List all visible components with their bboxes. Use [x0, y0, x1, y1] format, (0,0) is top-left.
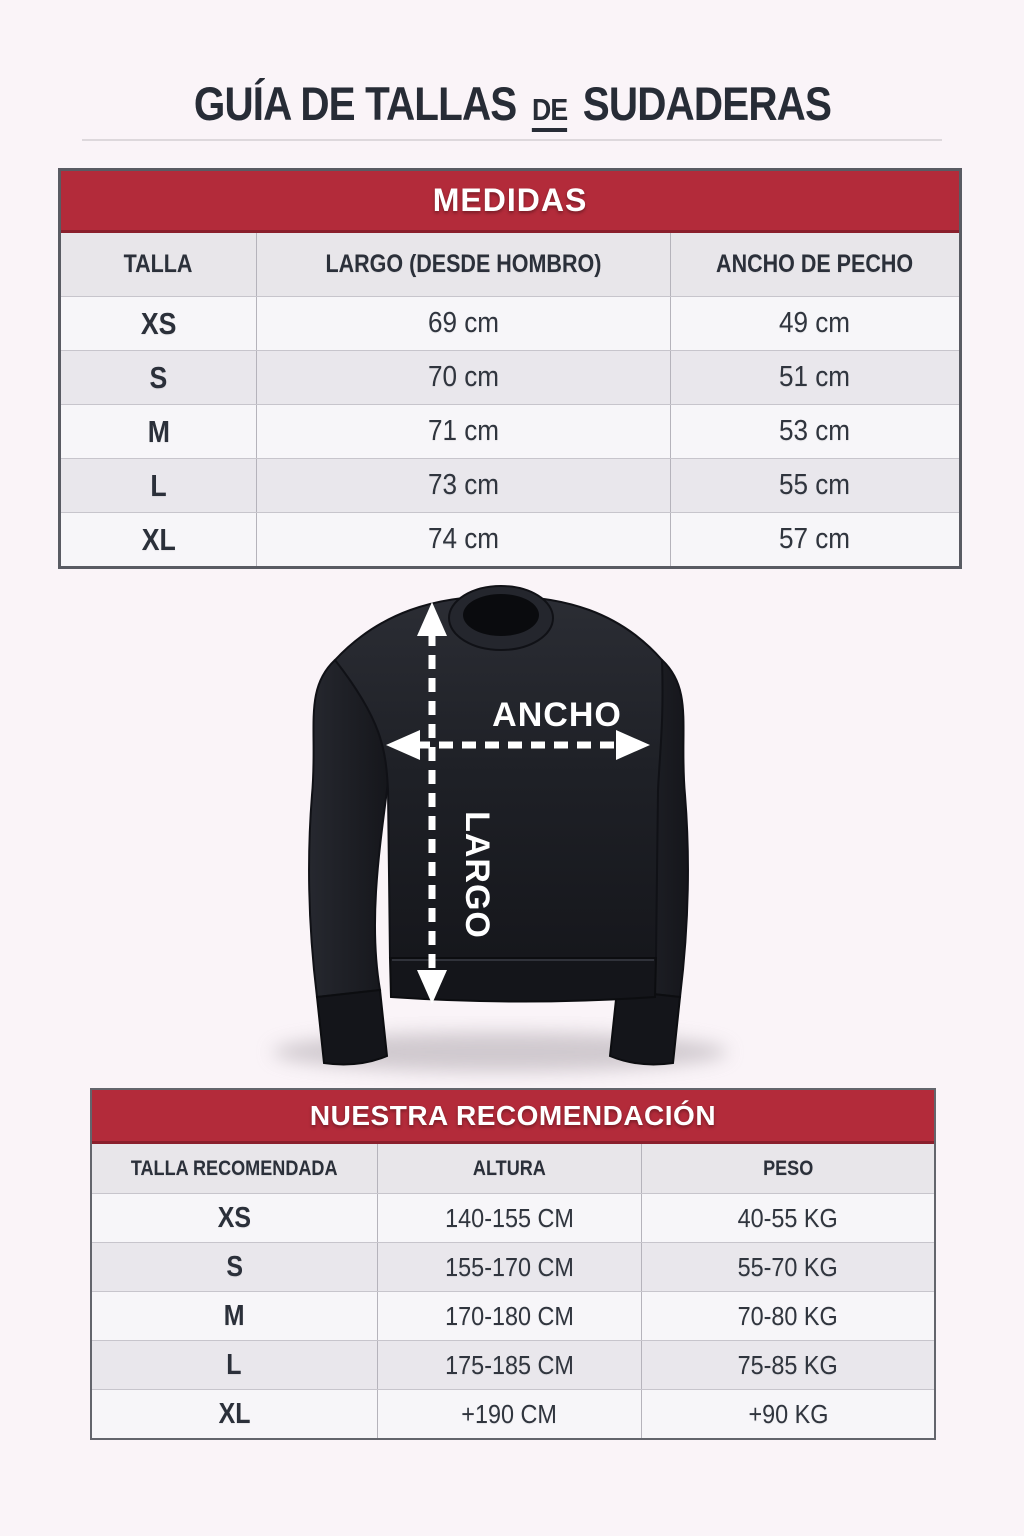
recommendation-table-title: NUESTRA RECOMENDACIÓN — [92, 1090, 934, 1144]
largo-cell: 71 cm — [256, 405, 670, 458]
measures-table — [58, 168, 962, 569]
table-row-s — [92, 1242, 934, 1291]
table-row-m — [92, 1291, 934, 1340]
page-title-part1: GUÍA DE TALLAS — [193, 77, 516, 130]
column-header-ancho: ANCHO DE PECHO — [670, 233, 959, 296]
largo-cell: 74 cm — [256, 513, 670, 566]
peso-cell: 70-80 KG — [641, 1292, 934, 1340]
table-row-xl — [92, 1389, 934, 1438]
page-title — [0, 76, 1024, 131]
length-label: LARGO — [458, 811, 496, 939]
table-row-xl — [61, 512, 959, 566]
table-row-s — [61, 350, 959, 404]
size-cell: XS — [217, 1201, 251, 1234]
size-cell: S — [149, 359, 168, 395]
right-cuff — [610, 990, 680, 1064]
altura-cell: 155-170 CM — [377, 1243, 641, 1291]
width-label: ANCHO — [492, 696, 622, 734]
ancho-cell: 57 cm — [670, 513, 959, 566]
ancho-cell: 49 cm — [670, 297, 959, 350]
ancho-cell: 51 cm — [670, 351, 959, 404]
collar-opening — [463, 594, 539, 636]
size-cell: XL — [141, 521, 176, 557]
column-header-talla-recomendada: TALLA RECOMENDADA — [130, 1156, 338, 1180]
sweatshirt-diagram — [240, 560, 760, 1090]
measures-header-row — [61, 233, 959, 296]
page-title-de: DE — [531, 92, 566, 132]
table-row-l — [92, 1340, 934, 1389]
ancho-cell: 55 cm — [670, 459, 959, 512]
altura-cell: 175-185 CM — [377, 1341, 641, 1389]
sweatshirt-graphic — [240, 560, 760, 1090]
column-header-altura: ALTURA — [377, 1144, 641, 1193]
size-cell: M — [223, 1299, 245, 1332]
altura-cell: 140-155 CM — [377, 1194, 641, 1242]
peso-cell: +90 KG — [641, 1390, 934, 1438]
peso-cell: 55-70 KG — [641, 1243, 934, 1291]
peso-cell: 40-55 KG — [641, 1194, 934, 1242]
recommendation-header-row — [92, 1144, 934, 1193]
size-cell: XL — [218, 1397, 251, 1430]
page-title-part3: SUDADERAS — [582, 77, 831, 130]
size-cell: S — [225, 1250, 243, 1283]
largo-cell: 70 cm — [256, 351, 670, 404]
left-cuff — [317, 990, 387, 1064]
title-divider — [82, 139, 942, 141]
recommendation-table — [90, 1088, 936, 1440]
size-cell: L — [226, 1348, 242, 1381]
table-row-xs — [61, 296, 959, 350]
size-cell: M — [147, 413, 170, 449]
column-header-largo: LARGO (DESDE HOMBRO) — [256, 233, 670, 296]
table-row-l — [61, 458, 959, 512]
largo-cell: 73 cm — [256, 459, 670, 512]
size-cell: L — [150, 467, 167, 503]
table-row-xs — [92, 1193, 934, 1242]
ancho-cell: 53 cm — [670, 405, 959, 458]
peso-cell: 75-85 KG — [641, 1341, 934, 1389]
altura-cell: 170-180 CM — [377, 1292, 641, 1340]
measures-table-title: MEDIDAS — [61, 171, 959, 233]
table-row-m — [61, 404, 959, 458]
largo-cell: 69 cm — [256, 297, 670, 350]
size-cell: XS — [140, 305, 177, 341]
column-header-talla: TALLA — [123, 250, 193, 278]
altura-cell: +190 CM — [377, 1390, 641, 1438]
column-header-peso: PESO — [641, 1144, 934, 1193]
